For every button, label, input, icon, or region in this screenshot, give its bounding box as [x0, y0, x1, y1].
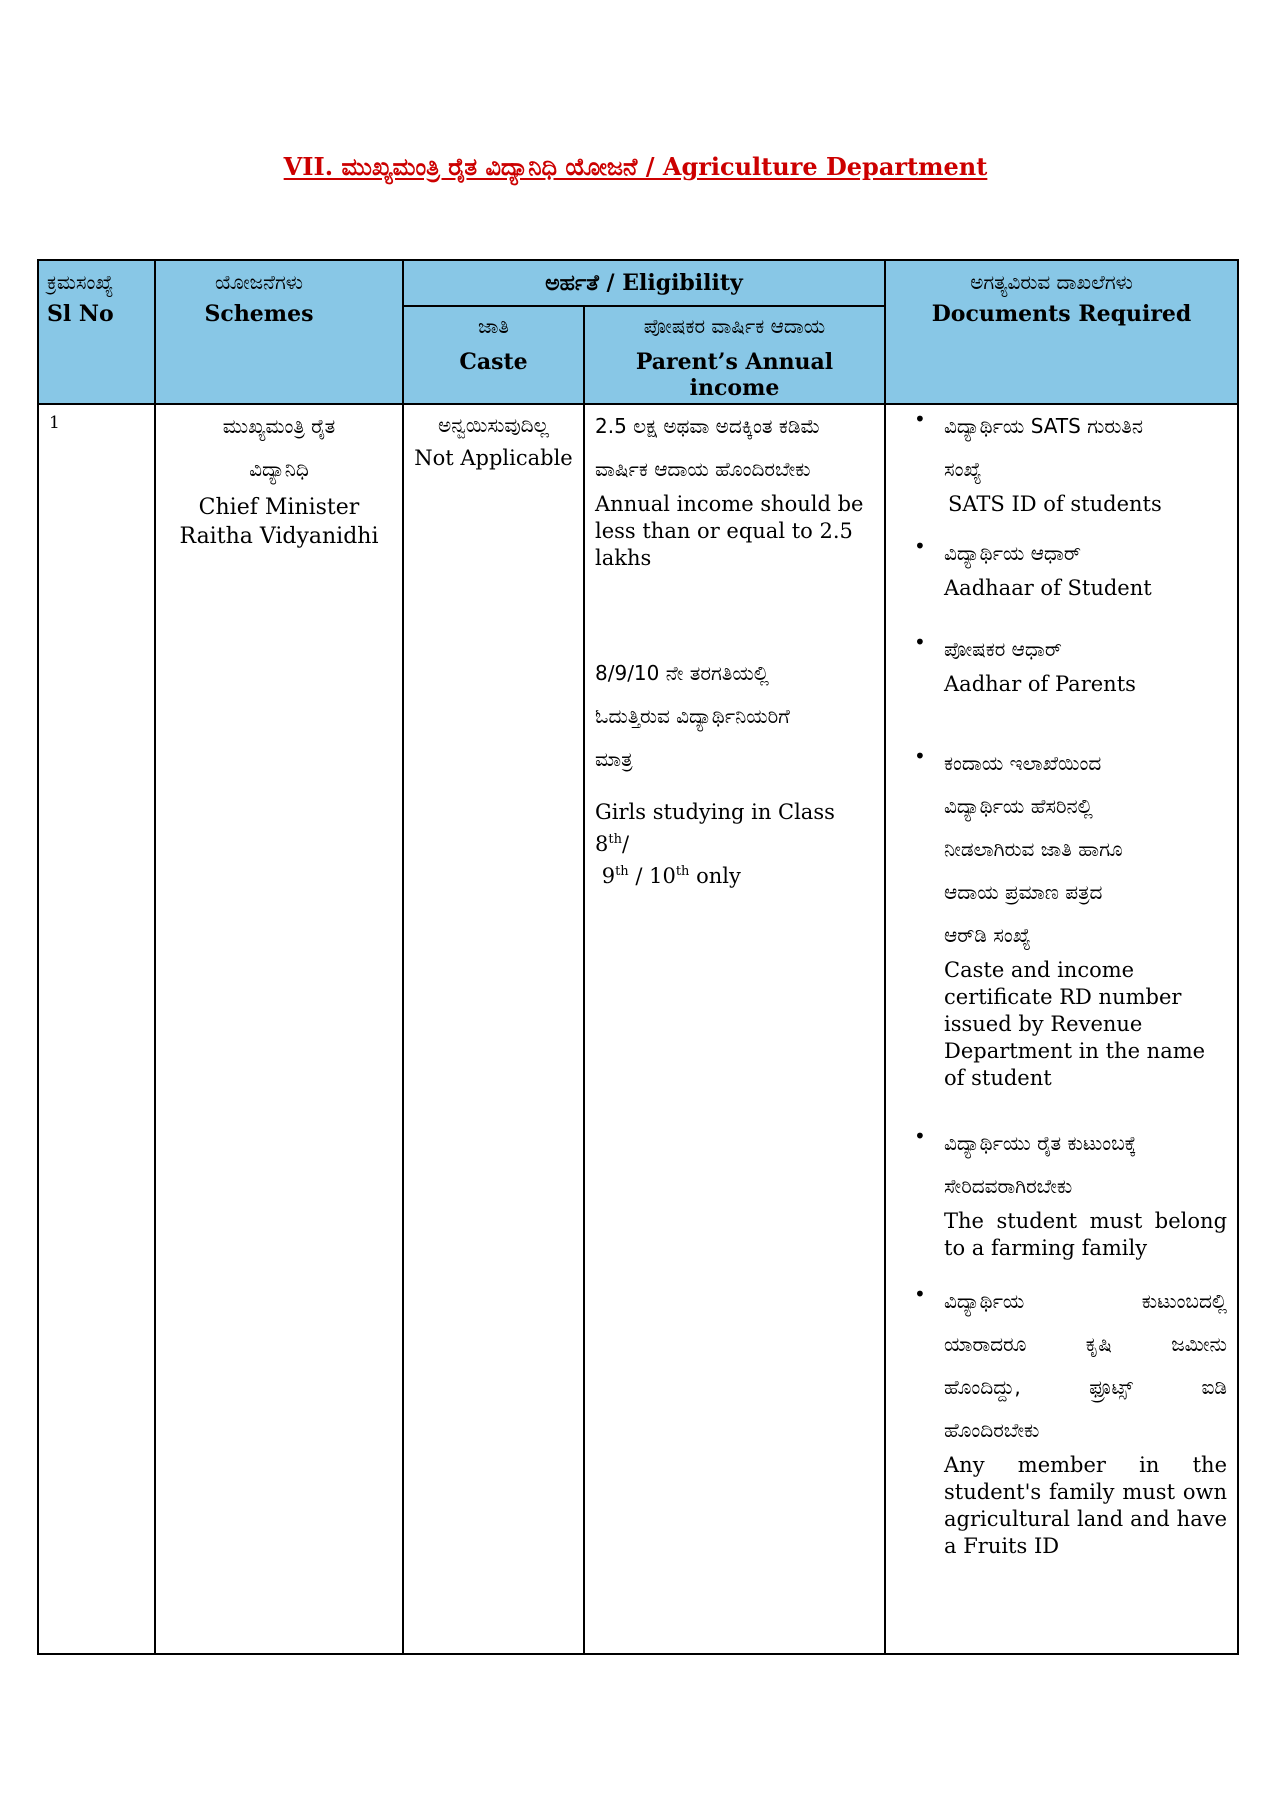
document-en-text: The student must belong to a farming family — [944, 1209, 1228, 1260]
bullet-icon: • — [914, 744, 926, 768]
document-kn-line: ವಿದ್ಯಾರ್ಥಿಯ SATS ಗುರುತಿನ — [944, 414, 1144, 438]
class-kn-2: ಓದುತ್ತಿರುವ ವಿದ್ಯಾರ್ಥಿನಿಯರಿಗೆ — [595, 704, 790, 728]
bullet-icon: • — [914, 407, 926, 431]
cell-caste — [403, 404, 584, 1654]
document-en-text: Caste and income certificate RD number issued by Revenue Department in the name of student — [944, 958, 1206, 1090]
scheme-name-kn-2: ವಿದ್ಯಾನಿಧಿ — [249, 457, 309, 481]
header-schemes — [155, 260, 403, 404]
header-sl-kn: ಕ್ರಮಸಂಖ್ಯೆ — [47, 270, 114, 294]
header-caste-kn: ಜಾತಿ — [477, 314, 510, 338]
document-en-text: Aadhaar of Student — [944, 576, 1152, 600]
document-kn-line: ವಿದ್ಯಾರ್ಥಿಯ ಹೆಸರಿನಲ್ಲಿ — [944, 794, 1093, 818]
header-eligibility — [403, 260, 885, 306]
header-docs-kn: ಅಗತ್ಯವಿರುವ ದಾಖಲೆಗಳು — [970, 270, 1133, 294]
cell-scheme — [155, 404, 403, 1654]
header-docs-en: Documents Required — [931, 301, 1192, 327]
class-en: Girls studying in Class 8th/ 9th / 10th only — [595, 800, 835, 888]
document-en-text: Aadhar of Parents — [944, 672, 1136, 696]
caste-en: Not Applicable — [414, 446, 573, 470]
document-kn-line: ಸಂಖ್ಯೆ — [944, 457, 982, 481]
document-kn-line: ನೀಡಲಾಗಿರುವ ಜಾತಿ ಹಾಗೂ — [944, 837, 1123, 861]
document-kn-line: ಕಂದಾಯ ಇಲಾಖೆಯಿಂದ — [944, 751, 1102, 775]
document-kn-line: ಯಾರಾದರೂ ಕೃಷಿ ಜಮೀನು — [944, 1332, 1228, 1356]
document-en-text: SATS ID of students — [948, 492, 1162, 516]
document-item — [900, 1280, 1227, 1560]
document-kn-line: ವಿದ್ಯಾರ್ಥಿಯ ಕುಟುಂಬದಲ್ಲಿ — [944, 1289, 1228, 1313]
income-kn-1: 2.5 ಲಕ್ಷ ಅಥವಾ ಅದಕ್ಕಿಂತ ಕಡಿಮೆ — [595, 414, 821, 438]
document-item — [900, 405, 1227, 518]
header-eligibility-label: ಅರ್ಹತೆ / Eligibility — [545, 270, 743, 296]
page-title: VII. ಮುಖ್ಯಮಂತ್ರಿ ರೈತ ವಿದ್ಯಾನಿಧಿ ಯೋಜನೆ / Agriculture Department — [283, 152, 988, 181]
income-kn-2: ವಾರ್ಷಿಕ ಆದಾಯ ಹೊಂದಿರಬೇಕು — [595, 457, 811, 481]
header-income — [584, 306, 885, 404]
schemes-table — [37, 259, 1239, 1655]
document-kn-line: ವಿದ್ಯಾರ್ಥಿಯು ರೈತ ಕುಟುಂಬಕ್ಕೆ — [944, 1131, 1137, 1155]
header-income-kn: ಪೋಷಕರ ವಾರ್ಷಿಕ ಆದಾಯ — [643, 314, 826, 338]
header-caste-en: Caste — [459, 349, 528, 375]
cell-income — [584, 404, 885, 1654]
header-documents — [885, 260, 1238, 404]
income-en: Annual income should be less than or equal to 2.5 lakhs — [595, 492, 864, 570]
document-item — [900, 742, 1227, 1092]
bullet-icon: • — [914, 630, 926, 654]
document-kn-line: ಸೇರಿದವರಾಗಿರಬೇಕು — [944, 1174, 1073, 1198]
document-kn-line: ಆದಾಯ ಪ್ರಮಾಣ ಪತ್ರದ — [944, 880, 1103, 904]
scheme-name-kn-1: ಮುಖ್ಯಮಂತ್ರಿ ರೈತ — [222, 414, 336, 438]
cell-documents — [885, 404, 1238, 1654]
header-sl-en: Sl No — [47, 301, 114, 327]
document-kn-line: ಆರ್‌ಡಿ ಸಂಖ್ಯೆ — [944, 923, 1031, 947]
documents-list — [900, 405, 1227, 1560]
bullet-icon: • — [914, 1282, 926, 1306]
bullet-icon: • — [914, 1124, 926, 1148]
caste-kn: ಅನ್ವಯಿಸುವುದಿಲ್ಲ — [438, 413, 549, 437]
header-schemes-en: Schemes — [204, 301, 314, 327]
cell-sl-no: 1 — [38, 404, 155, 1654]
header-income-en: Parent’s Annual income — [635, 349, 834, 401]
document-item — [900, 532, 1227, 602]
document-kn-line: ವಿದ್ಯಾರ್ಥಿಯ ಆಧಾರ್ — [944, 541, 1081, 565]
header-schemes-kn: ಯೋಜನೆಗಳು — [215, 270, 303, 294]
class-kn-1: 8/9/10 ನೇ ತರಗತಿಯಲ್ಲಿ — [595, 661, 769, 685]
document-kn-line: ಹೊಂದಿರಬೇಕು — [944, 1418, 1040, 1442]
bullet-icon: • — [914, 534, 926, 558]
document-kn-line: ಹೊಂದಿದ್ದು, ಫ್ರೂಟ್ಸ್ ಐಡಿ — [944, 1375, 1228, 1399]
scheme-name-en: Chief Minister Raitha Vidyanidhi — [179, 495, 379, 549]
class-kn-3: ಮಾತ್ರ — [595, 747, 633, 771]
document-item — [900, 1122, 1227, 1262]
document-en-text: Any member in the student's family must own agricultural land and have a Fruits ID — [944, 1453, 1228, 1558]
table-row — [38, 404, 1238, 1654]
header-row-1 — [38, 260, 1238, 306]
document-item — [900, 628, 1227, 698]
document-kn-line: ಪೋಷಕರ ಆಧಾರ್ — [944, 637, 1062, 661]
header-caste — [403, 306, 584, 404]
